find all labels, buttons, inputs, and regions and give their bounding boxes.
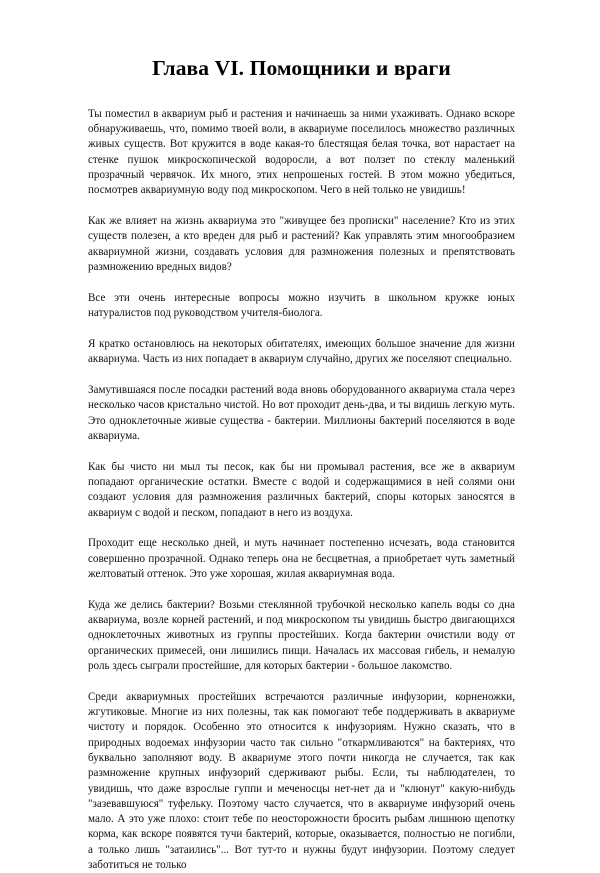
paragraph: Как бы чисто ни мыл ты песок, как бы ни промывал растения, все же в аквариум попадают органические остатки. Вместе с водой и содержащимися в ней солями они создают условия для размножения различных бактерий, споры которых заносятся в аквариум с водой и песком, попадают в него из воздуха. — [88, 460, 515, 519]
paragraph: Ты поместил в аквариум рыб и растения и начинаешь за ними ухаживать. Однако вскоре обнаруживаешь, что, помимо твоей воли, в аквариуме поселилось множество различных живых существ. Вот кружится в воде какая-то блестящая белая точка, вот нарастает на стенке пушок микроскопической водоросли, а вот ползет по стеклу маленький прозрачный червячок. Их много, этих непрошеных гостей. В этом можно убедиться, посмотрев аквариумную воду под микроскопом. Чего в ней только не увидишь! — [88, 107, 515, 197]
paragraph: Все эти очень интересные вопросы можно изучить в школьном кружке юных натуралистов под руководством учителя-биолога. — [88, 291, 515, 320]
paragraph: Я кратко остановлюсь на некоторых обитателях, имеющих большое значение для жизни аквариума. Часть из них попадает в аквариум случайно, других же поселяют специально. — [88, 337, 515, 366]
paragraph: Проходит еще несколько дней, и муть начинает постепенно исчезать, вода становится совершенно прозрачной. Однако теперь она не бесцветная, а приобретает чуть заметный желтоватый оттенок. Это уже хорошая, жилая аквариумная вода. — [88, 537, 515, 580]
paragraph: Среди аквариумных простейших встречаются различные инфузории, корненожки, жгутиковые. Многие из них полезны, так как помогают тебе поддерживать в аквариуме чистоту и порядок. Особенно это относится к инфузориям. Нужно сказать, что в природных водоемах инфузории часто так сильно "откармливаются" на бактериях, что буквально заполняют воду. В аквариуме этого почти никогда не случается, так как размножение крупных инфузорий сдерживают рыбы. Если, ты наблюдателен, то увидишь, что даже взрослые гуппи и меченосцы нет-нет да и "клюнут" какую-нибудь "зазевавшуюся" туфельку. Поэтому часто случается, что в аквариуме инфузорий очень мало. А это уже плохо: стоит тебе по неосторожности бросить рыбам лишнюю щепотку корма, как вскоре появятся тучи бактерий, которые, оказывается, полностью не погибли, а только лишь "затаились"... Вот тут-то и нужны будут инфузории. Поэтому следует заботиться не только — [88, 690, 515, 872]
page-title: Глава VI. Помощники и враги — [152, 56, 451, 80]
body-text-container — [88, 107, 515, 873]
paragraph: Куда же делись бактерии? Возьми стеклянной трубочкой несколько капель воды со дна аквариума, возле корней растений, и под микроскопом ты увидишь быстро двигающихся одноклеточных животных из группы простейших. Когда бактерии очистили воду от органических примесей, они лишились пищи. Началась их массовая гибель, и немалую роль здесь сыграли простейшие, для которых бактерии - большое лакомство. — [88, 598, 515, 672]
paragraph: Как же влияет на жизнь аквариума это "живущее без прописки" население? Кто из этих существ полезен, а кто вреден для рыб и растений? Как управлять этим многообразием аквариумной жизни, создавать условия для размножения полезных и препятствовать размножению вредных видов? — [88, 215, 515, 274]
paragraph: Замутившаяся после посадки растений вода вновь оборудованного аквариума стала через несколько часов кристально чистой. Но вот проходит день-два, и ты видишь легкую муть. Это одноклеточные живые существа - бактерии. Миллионы бактерий поселяются в воде аквариума. — [88, 384, 515, 442]
